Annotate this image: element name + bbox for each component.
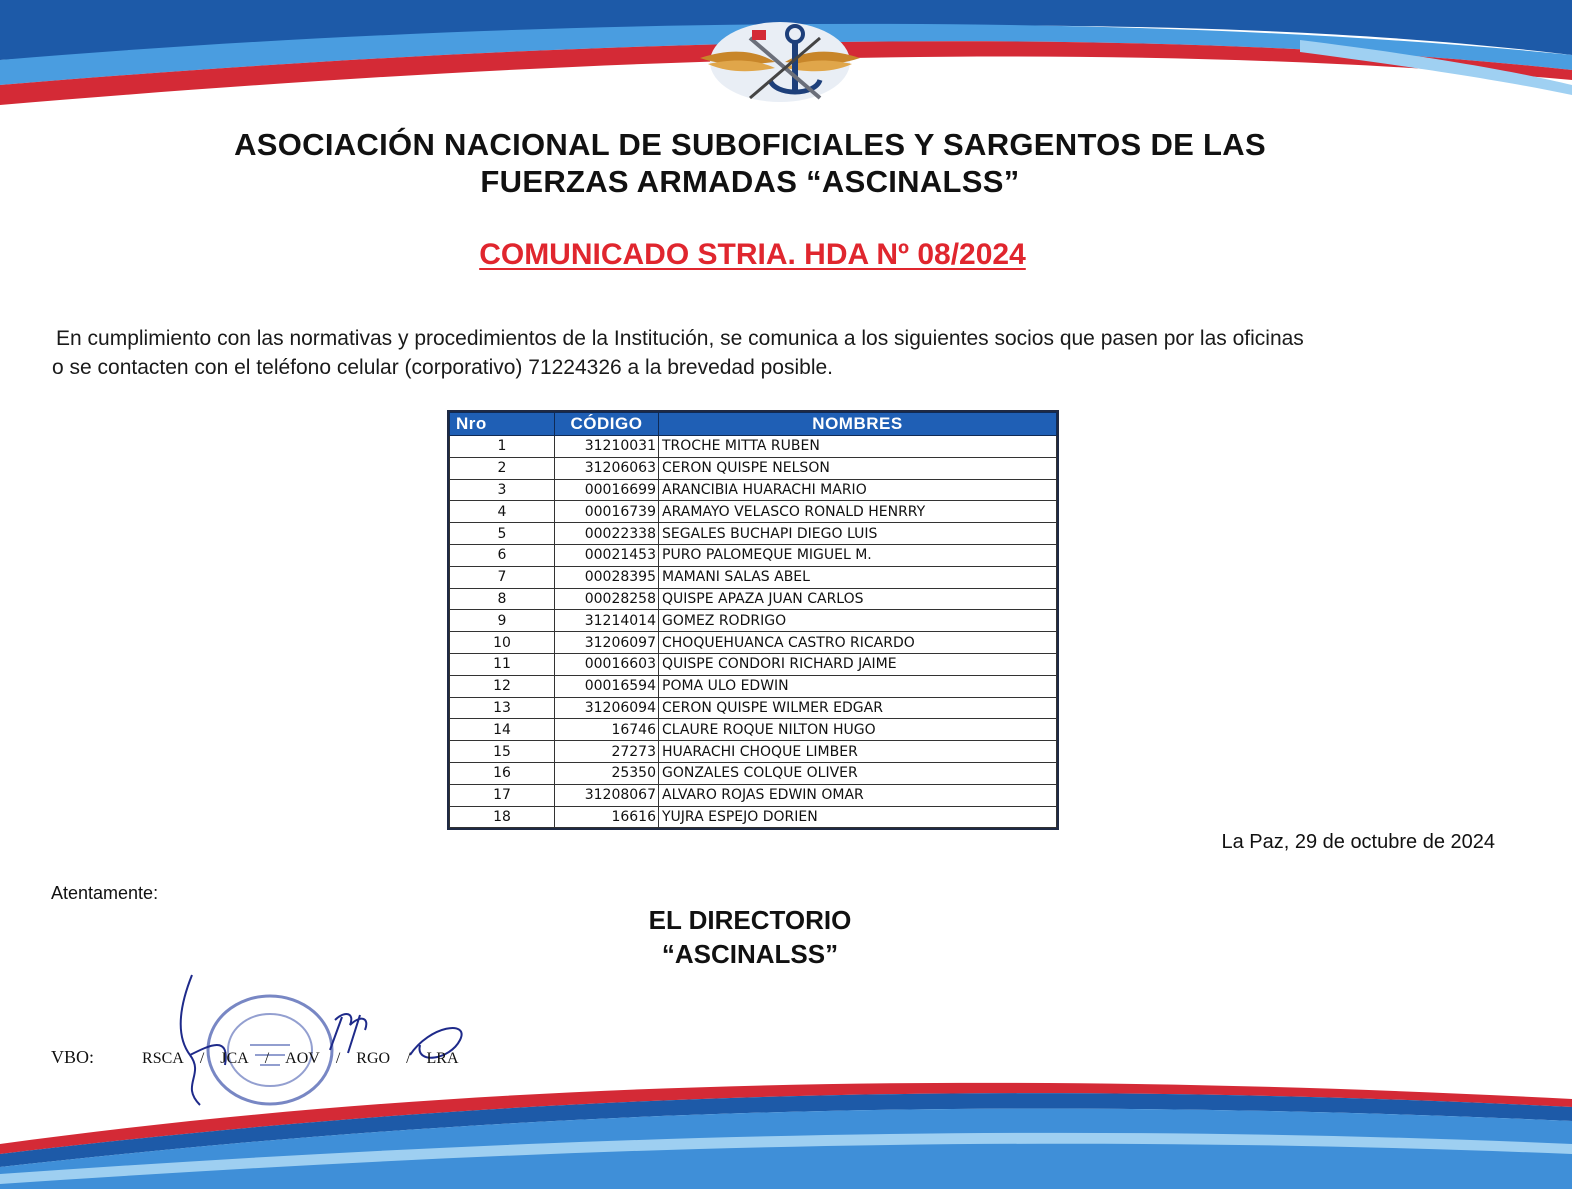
row-number: 5 <box>450 523 555 545</box>
table-row <box>450 675 1057 697</box>
table-row <box>450 501 1057 523</box>
row-number: 1 <box>450 436 555 458</box>
org-title-line2: FUERZAS ARMADAS “ASCINALSS” <box>480 164 1020 199</box>
member-code: 31214014 <box>555 610 659 632</box>
row-number: 14 <box>450 719 555 741</box>
member-code: 16746 <box>555 719 659 741</box>
vbo-initials: AOV <box>285 1050 320 1067</box>
member-name: TROCHE MITTA RUBEN <box>659 436 1057 458</box>
member-name: CERON QUISPE NELSON <box>659 457 1057 479</box>
row-number: 9 <box>450 610 555 632</box>
row-number: 7 <box>450 566 555 588</box>
place-and-date: La Paz, 29 de octubre de 2024 <box>1221 831 1495 853</box>
member-name: GOMEZ RODRIGO <box>659 610 1057 632</box>
intro-paragraph <box>52 324 1512 382</box>
member-name: ALVARO ROJAS EDWIN OMAR <box>659 784 1057 806</box>
member-code: 31206063 <box>555 457 659 479</box>
member-code: 00028395 <box>555 566 659 588</box>
military-emblem-icon <box>680 18 880 106</box>
member-name: POMA ULO EDWIN <box>659 675 1057 697</box>
table-row <box>450 544 1057 566</box>
row-number: 11 <box>450 653 555 675</box>
member-code: 00016739 <box>555 501 659 523</box>
member-code: 00021453 <box>555 544 659 566</box>
member-name: HUARACHI CHOQUE LIMBER <box>659 741 1057 763</box>
table-row <box>450 436 1057 458</box>
row-number: 16 <box>450 762 555 784</box>
vbo-initials: RGO <box>356 1050 391 1067</box>
bottom-wave-decoration <box>0 1049 1572 1189</box>
vbo-separator: / <box>406 1050 411 1067</box>
table-row <box>450 588 1057 610</box>
member-name: CLAURE ROQUE NILTON HUGO <box>659 719 1057 741</box>
column-header-nro: Nro <box>450 413 555 436</box>
member-code: 31210031 <box>555 436 659 458</box>
row-number: 8 <box>450 588 555 610</box>
intro-line2: o se contacten con el teléfono celular (corporativo) 71224326 a la brevedad posible. <box>52 356 834 379</box>
member-code: 00016699 <box>555 479 659 501</box>
member-name: GONZALES COLQUE OLIVER <box>659 762 1057 784</box>
member-code: 31208067 <box>555 784 659 806</box>
column-header-nombres: NOMBRES <box>659 413 1057 436</box>
member-code: 25350 <box>555 762 659 784</box>
directory-line1: EL DIRECTORIO <box>648 905 852 935</box>
row-number: 12 <box>450 675 555 697</box>
member-code: 31206097 <box>555 632 659 654</box>
member-code: 16616 <box>555 806 659 828</box>
vbo-initials: JCA <box>220 1050 249 1067</box>
directory-signature-block <box>0 903 1500 971</box>
member-name: CERON QUISPE WILMER EDGAR <box>659 697 1057 719</box>
directory-line2: “ASCINALSS” <box>661 939 839 969</box>
row-number: 6 <box>450 544 555 566</box>
table-row <box>450 806 1057 828</box>
member-code: 00016594 <box>555 675 659 697</box>
org-title-line1: ASOCIACIÓN NACIONAL DE SUBOFICIALES Y SARGENTOS DE LAS <box>234 127 1266 162</box>
vbo-initials: RSCA <box>142 1050 184 1067</box>
row-number: 13 <box>450 697 555 719</box>
member-name: YUJRA ESPEJO DORIEN <box>659 806 1057 828</box>
members-table <box>447 410 1059 830</box>
member-name: PURO PALOMEQUE MIGUEL M. <box>659 544 1057 566</box>
member-name: MAMANI SALAS ABEL <box>659 566 1057 588</box>
table-row <box>450 523 1057 545</box>
member-code: 00022338 <box>555 523 659 545</box>
member-code: 00028258 <box>555 588 659 610</box>
member-name: SEGALES BUCHAPI DIEGO LUIS <box>659 523 1057 545</box>
member-name: CHOQUEHUANCA CASTRO RICARDO <box>659 632 1057 654</box>
vbo-initials: LRA <box>426 1050 459 1067</box>
intro-line1: En cumplimiento con las normativas y procedimientos de la Institución, se comunica a los siguientes socios que pasen por las oficinas <box>56 327 1304 350</box>
row-number: 4 <box>450 501 555 523</box>
row-number: 18 <box>450 806 555 828</box>
table-row <box>450 610 1057 632</box>
table-row <box>450 653 1057 675</box>
row-number: 10 <box>450 632 555 654</box>
table-header-row <box>450 413 1057 436</box>
member-code: 00016603 <box>555 653 659 675</box>
organization-title <box>0 126 1500 200</box>
vbo-separator: / <box>335 1050 341 1067</box>
table-row <box>450 697 1057 719</box>
vbo-separator: / <box>264 1050 270 1067</box>
column-header-codigo: CÓDIGO <box>555 413 659 436</box>
member-code: 27273 <box>555 741 659 763</box>
table-row <box>450 719 1057 741</box>
table-row <box>450 566 1057 588</box>
table-row <box>450 479 1057 501</box>
vbo-separator: / <box>199 1050 205 1067</box>
table-row <box>450 741 1057 763</box>
row-number: 2 <box>450 457 555 479</box>
table-row <box>450 632 1057 654</box>
memo-title: COMUNICADO STRIA. HDA Nº 08/2024 <box>479 238 1026 271</box>
row-number: 15 <box>450 741 555 763</box>
row-number: 3 <box>450 479 555 501</box>
member-name: ARAMAYO VELASCO RONALD HENRRY <box>659 501 1057 523</box>
vbo-label: VBO: <box>51 1047 95 1067</box>
table-row <box>450 762 1057 784</box>
member-code: 31206094 <box>555 697 659 719</box>
table-row <box>450 784 1057 806</box>
table-row <box>450 457 1057 479</box>
member-name: QUISPE APAZA JUAN CARLOS <box>659 588 1057 610</box>
member-name: QUISPE CONDORI RICHARD JAIME <box>659 653 1057 675</box>
closing-text: Atentamente: <box>51 883 159 903</box>
row-number: 17 <box>450 784 555 806</box>
member-name: ARANCIBIA HUARACHI MARIO <box>659 479 1057 501</box>
